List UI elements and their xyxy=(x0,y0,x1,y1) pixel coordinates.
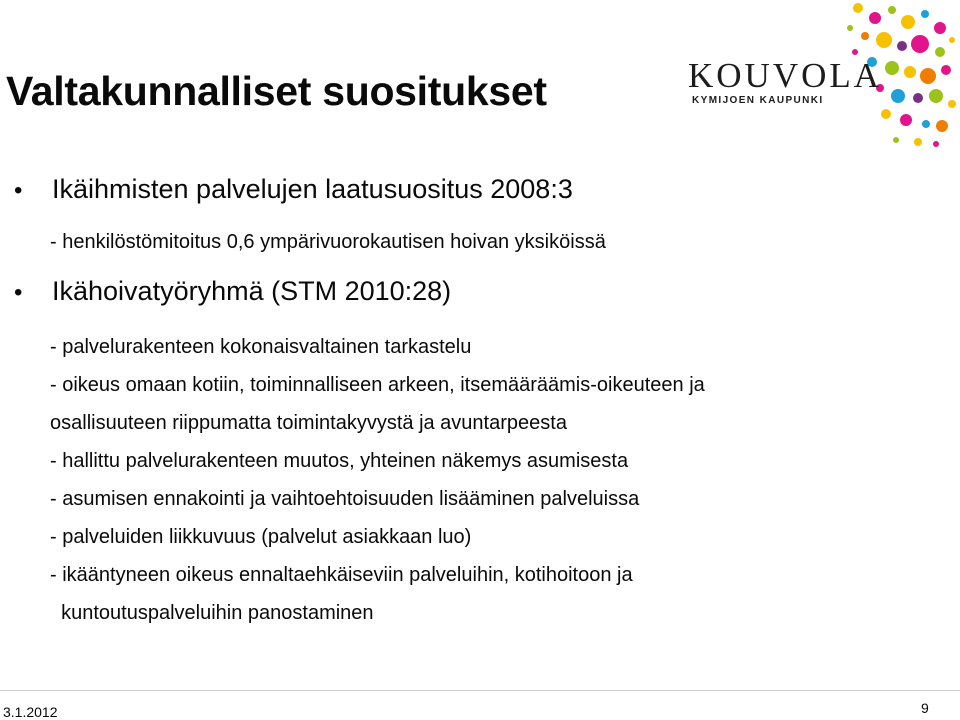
page-number: 9 xyxy=(921,700,929,716)
logo-tagline: KYMIJOEN KAUPUNKI xyxy=(692,95,824,106)
bullet-heading: Ikähoivatyöryhmä (STM 2010:28) xyxy=(52,276,452,306)
sub-line: - ikääntyneen oikeus ennaltaehkäiseviin palveluihin, kotihoitoon ja xyxy=(50,564,633,586)
footer-date: 3.1.2012 xyxy=(3,704,58,720)
sub-line: - henkilöstömitoitus 0,6 ympärivuorokautisen hoivan yksiköissä xyxy=(50,231,606,253)
sub-line: kuntoutuspalveluihin panostaminen xyxy=(50,602,374,624)
sub-line: osallisuuteen riippumatta toimintakyvystä ja avuntarpeesta xyxy=(50,412,567,434)
bullet-dot-icon: • xyxy=(14,177,23,204)
sub-line: - hallittu palvelurakenteen muutos, yhteinen näkemys asumisesta xyxy=(50,450,629,472)
slide-title: Valtakunnalliset suositukset xyxy=(6,68,547,114)
bullet-heading: Ikäihmisten palvelujen laatusuositus 2008:3 xyxy=(52,174,573,204)
footer-divider xyxy=(0,690,960,691)
bullet-dot-icon: • xyxy=(14,279,23,306)
sub-line: - oikeus omaan kotiin, toiminnalliseen arkeen, itsemääräämis-oikeuteen ja xyxy=(50,374,705,396)
sub-line: - asumisen ennakointi ja vaihtoehtoisuuden lisääminen palveluissa xyxy=(50,488,640,510)
sub-line: - palveluiden liikkuvuus (palvelut asiakkaan luo) xyxy=(50,526,472,548)
sub-line: - palvelurakenteen kokonaisvaltainen tarkastelu xyxy=(50,336,472,358)
logo-wordmark: KOUVOLA xyxy=(688,56,883,95)
